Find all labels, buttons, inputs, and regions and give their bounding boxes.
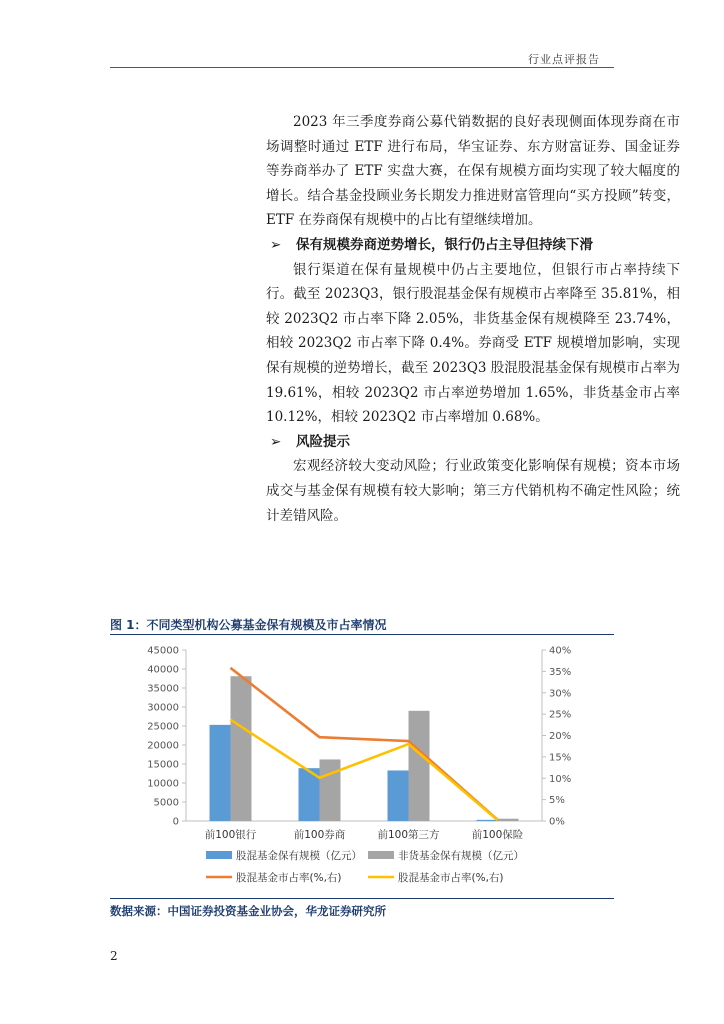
right-tick-label: 25%	[549, 709, 572, 721]
bar-2-3	[409, 711, 430, 821]
legend-label: 股混基金市占率(%,右)	[236, 872, 342, 884]
left-tick-label: 10000	[147, 778, 179, 790]
bar-1-3	[388, 770, 409, 821]
arrow-bullet-icon: ➢	[270, 236, 282, 253]
right-tick-label: 20%	[549, 731, 572, 742]
figure-title: 图 1：不同类型机构公募基金保有规模及市占率情况	[110, 618, 387, 632]
left-tick-label: 30000	[147, 702, 179, 714]
bar-2-4	[498, 819, 519, 821]
left-tick-label: 5000	[153, 797, 179, 809]
bullet-heading-risk	[266, 430, 680, 455]
header-rule	[110, 67, 614, 68]
right-tick-label: 30%	[549, 688, 572, 700]
figure-rule-top	[110, 634, 614, 635]
left-tick-label: 0	[172, 816, 179, 828]
right-tick-label: 15%	[549, 752, 572, 764]
bar-2-1	[231, 676, 252, 821]
legend-swatch	[368, 851, 394, 859]
category-label: 前100银行	[204, 829, 257, 841]
figure-rule-bottom	[110, 898, 614, 899]
left-tick-label: 20000	[147, 740, 179, 752]
arrow-bullet-icon: ➢	[270, 433, 282, 450]
category-label: 前100保险	[471, 829, 524, 841]
legend-label: 非货基金保有规模（亿元）	[398, 850, 524, 862]
legend-label: 股混基金保有规模（亿元）	[236, 850, 362, 862]
right-tick-label: 0%	[549, 816, 565, 828]
line-series-1	[231, 668, 498, 820]
bar-1-4	[477, 820, 498, 821]
bullet-heading-share	[266, 233, 680, 258]
right-tick-label: 40%	[549, 645, 572, 657]
left-tick-label: 40000	[147, 664, 179, 676]
right-tick-label: 10%	[549, 773, 572, 785]
paragraph-market-share: 银行渠道在保有量规模中仍占主要地位，但银行市占率持续下行。截至 2023Q3，银行股混基金保有规模市占率降至 35.81%，相较 2023Q2 市占率下降 2.05%，非货基金保有规模降至 23.74%，相较 2023Q2 市占率下降 0.4%。券商受 ETF 规模增加影响，实现保有规模的逆势增长，截至 2023Q3 股混股混基金保有规模市占率为 19.61%，相较 2023Q2 市占率逆势增加 1.65%，非货基金市占率 10.12%，相较 2023Q2 市占率增加 0.68%。	[266, 261, 680, 426]
left-tick-label: 35000	[147, 683, 179, 695]
category-label: 前100第三方	[377, 829, 440, 841]
holding-scale-chart	[110, 636, 614, 896]
right-tick-label: 35%	[549, 666, 572, 678]
bar-2-2	[320, 759, 341, 821]
paragraph-risk: 宏观经济较大变动风险；行业政策变化影响保有规模；资本市场成交与基金保有规模有较大影响；第三方代销机构不确定性风险；统计差错风险。	[266, 458, 680, 524]
left-tick-label: 15000	[147, 759, 179, 771]
paragraph-etf: 2023 年三季度券商公募代销数据的良好表现侧面体现券商在市场调整时通过 ETF 进行布局，华宝证券、东方财富证券、国金证券等券商举办了 ETF 实盘大赛，在保有规模方面均实现了较大幅度的增长。结合基金投顾业务长期发力推进财富管理向“买方投顾”转变，ETF 在券商保有规模中的占比有望继续增加。	[266, 114, 680, 229]
legend-label: 股混基金市占率(%,右)	[398, 872, 504, 884]
bullet-heading-share-text: 保有规模券商逆势增长，银行仍占主导但持续下滑	[296, 236, 593, 253]
bar-1-1	[210, 725, 231, 821]
left-tick-label: 25000	[147, 721, 179, 733]
category-label: 前100券商	[293, 829, 346, 841]
body-text	[266, 110, 680, 528]
right-tick-label: 5%	[549, 795, 565, 807]
bullet-heading-risk-text: 风险提示	[296, 433, 350, 450]
page-number: 2	[110, 949, 118, 963]
legend-swatch	[206, 851, 232, 859]
report-type-header: 行业点评报告	[528, 53, 600, 66]
figure-source: 数据来源：中国证券投资基金业协会，华龙证券研究所	[110, 904, 386, 918]
line-series-2	[231, 720, 498, 820]
chart-container	[110, 636, 614, 896]
left-tick-label: 45000	[147, 645, 179, 657]
